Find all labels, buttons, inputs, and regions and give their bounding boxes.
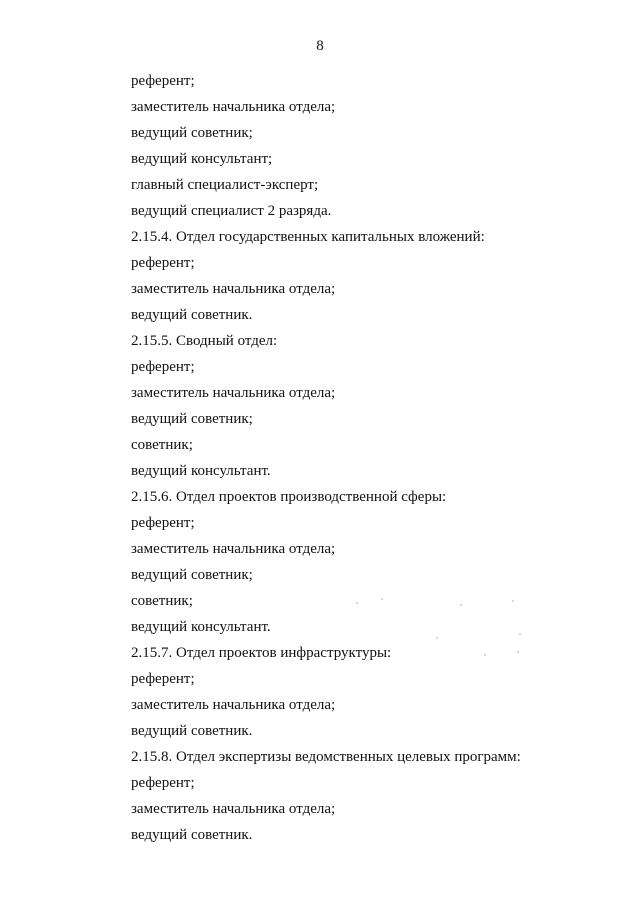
list-item: ведущий советник.: [131, 827, 253, 843]
section-heading: 2.15.5. Сводный отдел:: [131, 333, 278, 349]
scan-speck: [519, 633, 521, 635]
section-heading: 2.15.8. Отдел экспертизы ведомственных целевых программ:: [131, 749, 521, 765]
document-body: [131, 68, 611, 848]
list-item: главный специалист-эксперт;: [131, 177, 319, 193]
list-item: заместитель начальника отдела;: [131, 99, 336, 115]
list-item: заместитель начальника отдела;: [131, 385, 336, 401]
page-number: 8: [316, 38, 324, 54]
list-item: референт;: [131, 671, 195, 687]
list-item: ведущий советник;: [131, 411, 253, 427]
scan-speck: [517, 651, 519, 653]
list-item: советник;: [131, 593, 193, 609]
scan-speck: [381, 598, 383, 600]
list-item: заместитель начальника отдела;: [131, 281, 336, 297]
list-item: ведущий советник;: [131, 125, 253, 141]
list-item: заместитель начальника отдела;: [131, 697, 336, 713]
scan-speck: [460, 604, 462, 606]
list-item: референт;: [131, 775, 195, 791]
list-item: советник;: [131, 437, 193, 453]
list-item: референт;: [131, 515, 195, 531]
list-item: референт;: [131, 255, 195, 271]
list-item: ведущий советник.: [131, 307, 253, 323]
section-heading: 2.15.6. Отдел проектов производственной сферы:: [131, 489, 447, 505]
list-item: референт;: [131, 359, 195, 375]
list-item: ведущий советник.: [131, 723, 253, 739]
list-item: ведущий советник;: [131, 567, 253, 583]
scan-speck: [512, 600, 514, 602]
list-item: ведущий консультант.: [131, 463, 271, 479]
list-item: ведущий специалист 2 разряда.: [131, 203, 332, 219]
scan-speck: [484, 654, 486, 656]
list-item: ведущий консультант.: [131, 619, 271, 635]
scan-speck: [356, 602, 358, 604]
section-heading: 2.15.4. Отдел государственных капитальных вложений:: [131, 229, 485, 245]
list-item: заместитель начальника отдела;: [131, 801, 336, 817]
scan-speck: [436, 637, 438, 639]
list-item: ведущий консультант;: [131, 151, 273, 167]
section-heading: 2.15.7. Отдел проектов инфраструктуры:: [131, 645, 392, 661]
list-item: референт;: [131, 73, 195, 89]
list-item: заместитель начальника отдела;: [131, 541, 336, 557]
